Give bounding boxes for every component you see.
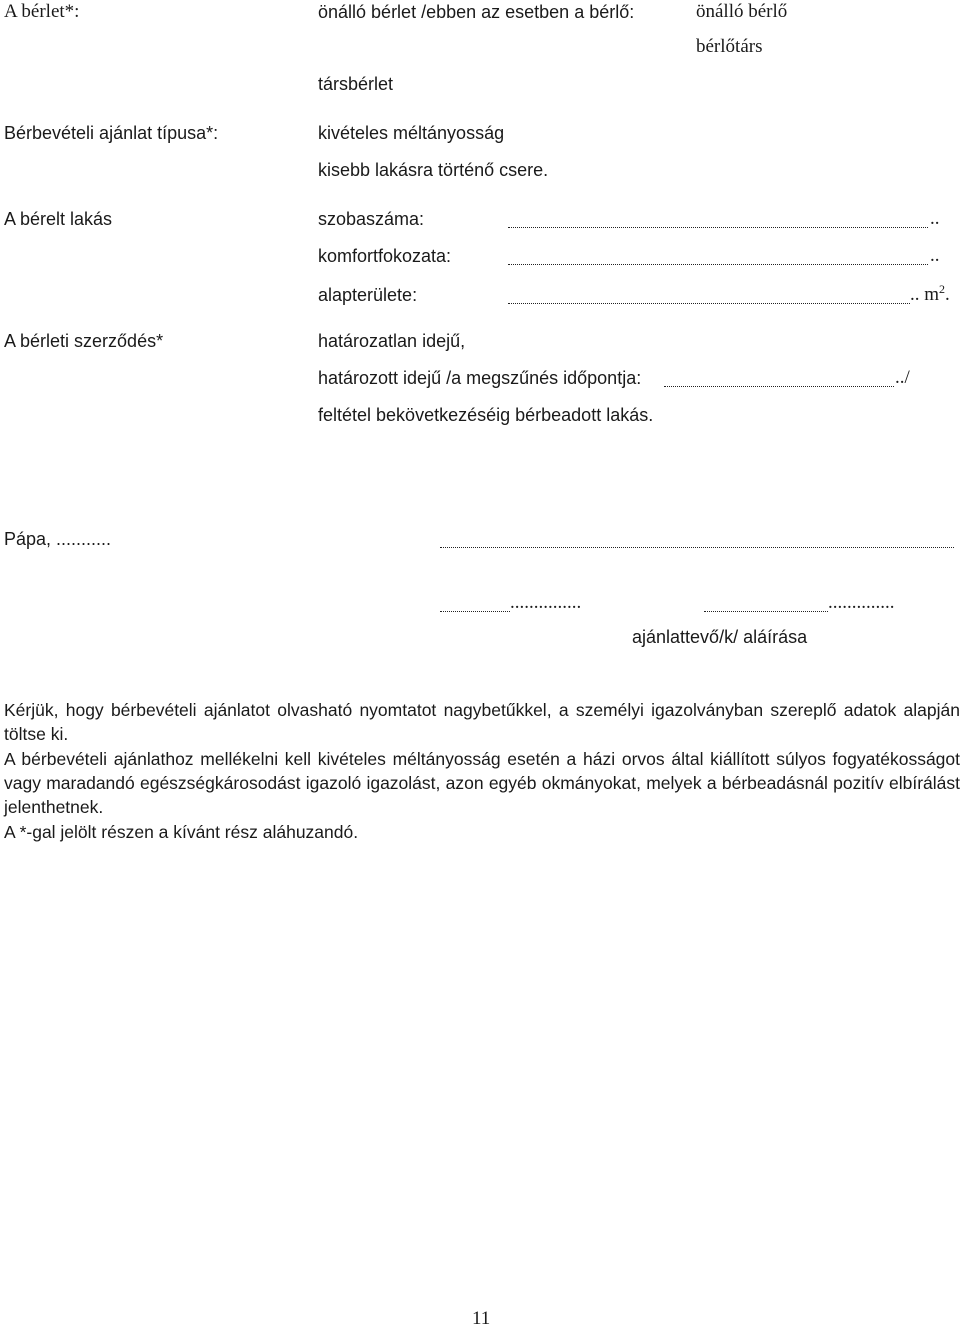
megszunes-idopont-end: ../ xyxy=(895,367,910,388)
berlet-label: A bérlet*: xyxy=(4,1,80,22)
szerzodes-label: A bérleti szerződés* xyxy=(4,331,164,351)
berlet-option-onallo: önálló bérlet /ebben az esetben a bérlő: xyxy=(318,2,635,22)
signature-fill-line xyxy=(440,526,954,548)
komfortfokozat-end: .. xyxy=(930,245,940,266)
alapterulet-label: alapterülete: xyxy=(318,285,418,305)
berlet-option-tarsberlet: társbérlet xyxy=(318,74,394,94)
megszunes-idopont-fill-line xyxy=(664,365,894,387)
alapterulet-unit xyxy=(910,284,950,306)
komfortfokozat-label: komfortfokozata: xyxy=(318,246,452,266)
note-paragraph-1: Kérjük, hogy bérbevételi ajánlatot olvasható nyomtatot nagybetűkkel, a személyi igazolványban szereplő adatok alapján töltse ki. xyxy=(4,700,960,744)
szobaszama-fill-line xyxy=(508,206,928,228)
szerzodes-option-feltetel: feltétel bekövetkezéséig bérbeadott lakás. xyxy=(318,405,654,425)
note-paragraph-3: A *-gal jelölt részen a kívánt rész aláhuzandó. xyxy=(4,822,359,842)
signature-place-date: Pápa, ........... xyxy=(4,529,112,549)
note-paragraph-2: A bérbevételi ajánlathoz mellékelni kell kivételes méltányosság esetén a házi orvos által kiállított súlyos fogyatékosságot vagy maradandó egészségkárosodást igazoló igazolást, azon egyéb okmányokat, melyek a bérbeadásnál pozitív elbírálást jelenthetnek. xyxy=(4,749,960,817)
komfortfokozat-fill-line xyxy=(508,243,928,265)
signature-dots-1: ............... xyxy=(510,592,582,613)
ajanlat-tipus-label: Bérbevételi ajánlat típusa*: xyxy=(4,123,219,143)
signature-caption: ajánlattevő/k/ aláírása xyxy=(632,627,808,647)
signature-dots-2: .............. xyxy=(828,592,895,613)
szerzodes-option-hatarozott: határozott idejű /a megszűnés időpontja: xyxy=(318,368,642,388)
signature-second-line-a xyxy=(440,590,510,612)
berlet-sub-onallo-berlo: önálló bérlő xyxy=(696,1,788,22)
alapterulet-unit-after: . xyxy=(945,284,950,305)
alapterulet-fill-line xyxy=(508,282,910,304)
berlet-sub-berlotars: bérlőtárs xyxy=(696,36,763,57)
alapterulet-unit-text: .. m xyxy=(910,284,940,305)
szobaszama-label: szobaszáma: xyxy=(318,209,425,229)
ajanlat-tipus-option-csere: kisebb lakásra történő csere. xyxy=(318,160,549,180)
szerzodes-option-hatarozatlan: határozatlan idejű, xyxy=(318,331,466,351)
page-number: 11 xyxy=(472,1308,491,1329)
berelt-lakas-label: A bérelt lakás xyxy=(4,209,113,229)
ajanlat-tipus-option-meltanyossag: kivételes méltányosság xyxy=(318,123,505,143)
alapterulet-unit-sup: 2 xyxy=(939,282,946,296)
signature-second-line-b xyxy=(704,590,828,612)
szobaszama-end: .. xyxy=(930,208,940,229)
